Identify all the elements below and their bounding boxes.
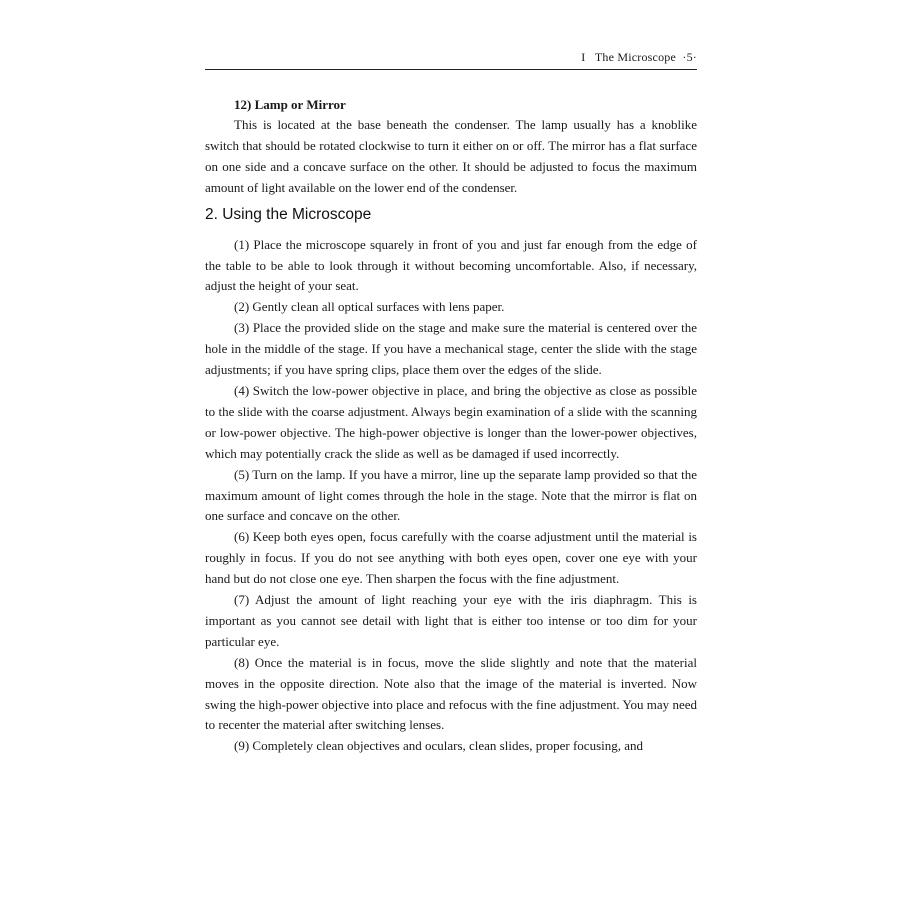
running-head-page-number: ·5· — [682, 50, 697, 64]
step-paragraph-4: (4) Switch the low-power objective in place, and bring the objective as close as possible to the slide with the coarse adjustment. Always begin examination of a slide with the scanning or low-power objective. The high-power objective is longer than the lower-power objectives, which may potentially crack the slide as well as be damaged if used incorrectly. — [205, 382, 697, 461]
step-paragraph-6: (6) Keep both eyes open, focus carefully with the coarse adjustment until the material is roughly in focus. If you do not see anything with both eyes open, cover one eye with your hand but do not close one eye. Then sharpen the focus with the fine adjustment. — [205, 529, 697, 587]
step-paragraph-7: (7) Adjust the amount of light reaching your eye with the iris diaphragm. This is important as you cannot see detail with light that is either too intense or too dim for your particular eye. — [205, 592, 697, 649]
step-paragraph-3: (3) Place the provided slide on the stage and make sure the material is centered over the hole in the middle of the stage. If you have a mechanical stage, center the slide with the stage adjustments; if you have spring clips, place them over the edges of the slide. — [205, 320, 697, 378]
step-paragraph-2: (2) Gently clean all optical surfaces with lens paper. — [234, 299, 505, 315]
chapter-heading: 2. Using the Microscope — [205, 205, 372, 223]
book-page — [205, 45, 697, 757]
running-head-title: The Microscope — [594, 50, 676, 64]
step-paragraph-1: (1) Place the microscope squarely in front of you and just far enough from the edge of the table to be able to look through it without becoming uncomfortable. Also, if necessary, adjust the height of your seat. — [205, 236, 697, 294]
section-heading: 12) Lamp or Mirror — [234, 97, 346, 112]
running-head-chapter: I — [581, 50, 586, 64]
section-paragraph: This is located at the base beneath the condenser. The lamp usually has a knoblike switch that should be rotated clockwise to turn it either on or off. The mirror has a flat surface on one side and a concave surface on the other. It should be adjusted to focus the maximum amount of light available on the lower end of the condenser. — [205, 117, 697, 195]
step-paragraph-9: (9) Completely clean objectives and oculars, clean slides, proper focusing, and — [234, 738, 644, 754]
running-head — [205, 45, 697, 70]
step-paragraph-5: (5) Turn on the lamp. If you have a mirror, line up the separate lamp provided so that the maximum amount of light comes through the hole in the stage. Note that the mirror is flat on one surface and concave on the other. — [205, 466, 697, 524]
step-paragraph-8: (8) Once the material is in focus, move the slide slightly and note that the material moves in the opposite direction. Note also that the image of the material is inverted. Now swing the high-power objective into place and refocus with the fine adjustment. You may need to recenter the material after switching lenses. — [205, 654, 697, 733]
